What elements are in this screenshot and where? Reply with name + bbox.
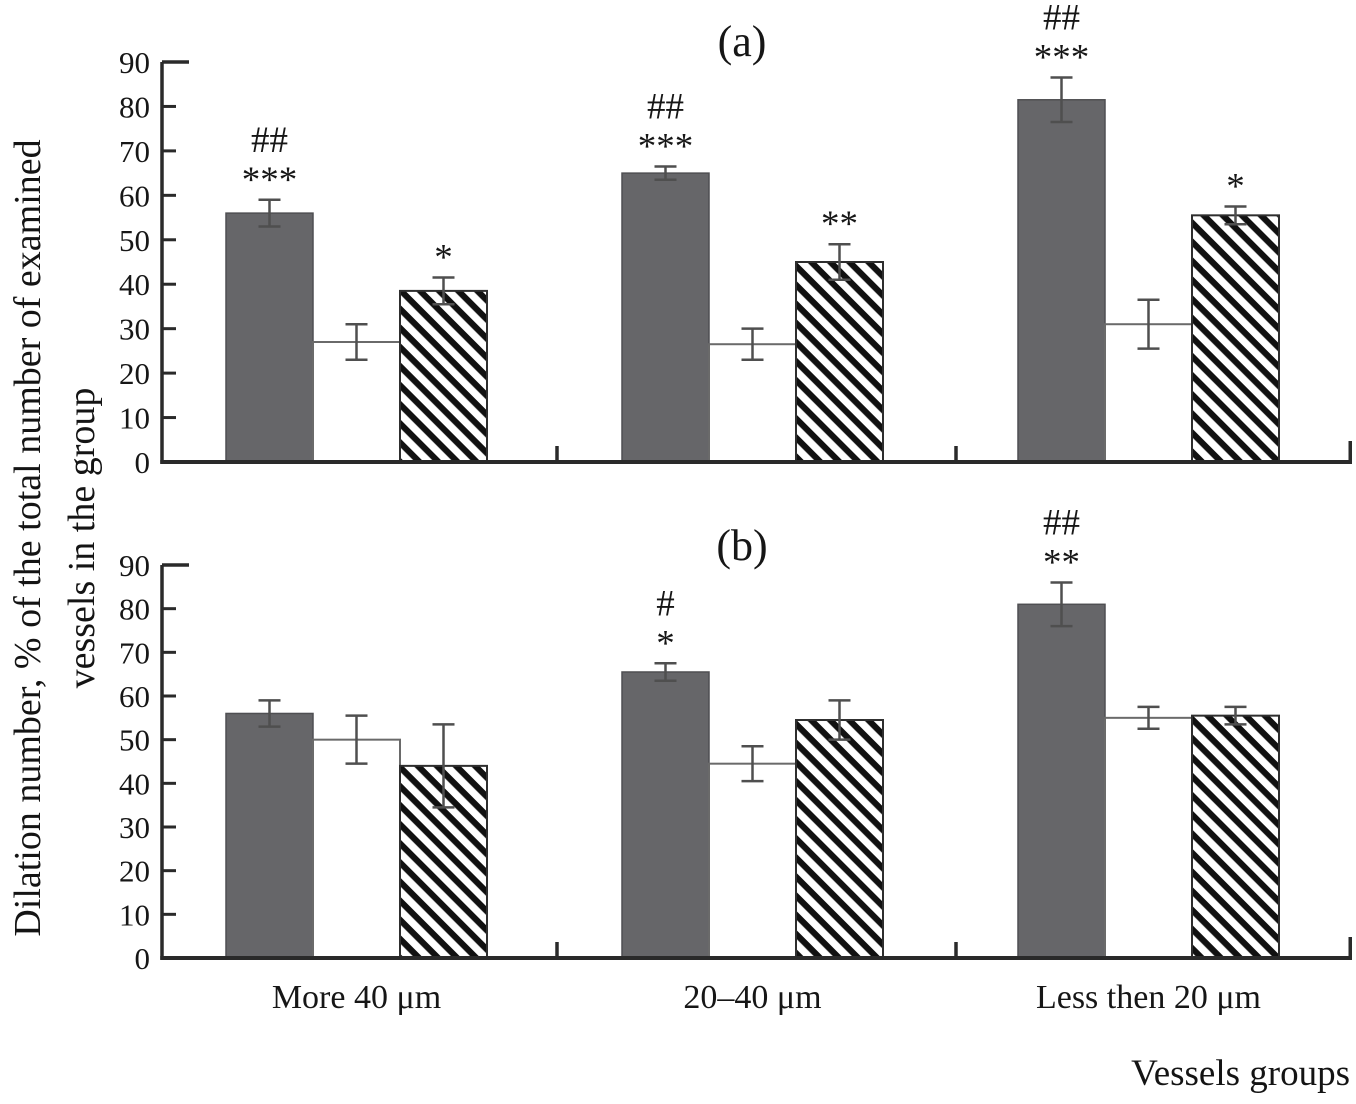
y-tick-label: 50 [119,222,150,258]
category-label: More 40 μm [271,979,442,1016]
bar-b-solid-gray-bar-0 [226,713,313,958]
bar-a-hatched-bar-2 [1192,215,1279,462]
sig-mark: ** [821,204,858,246]
sig-mark: ## [1043,502,1080,544]
bar-b-open-white-bar-2 [1105,718,1192,958]
y-tick-label: 50 [119,722,150,758]
y-tick-label: 10 [119,400,150,436]
bar-b-hatched-bar-1 [796,720,883,958]
sig-mark: # [656,583,675,625]
sig-mark: ** [1043,542,1080,584]
bar-a-open-white-bar-1 [709,344,796,462]
panel-title-a: (a) [717,17,767,66]
bar-a-solid-gray-bar-0 [226,213,313,462]
sig-mark: *** [1033,37,1090,79]
category-label: Less then 20 μm [1035,979,1262,1016]
bar-a-hatched-bar-1 [796,262,883,462]
sig-mark: *** [241,159,298,201]
y-tick-label: 70 [119,133,150,169]
bar-b-open-white-bar-0 [313,740,400,958]
bar-b-solid-gray-bar-2 [1018,604,1105,958]
y-tick-label: 80 [119,89,150,125]
sig-mark: * [434,237,453,279]
bar-a-solid-gray-bar-2 [1018,100,1105,462]
y-tick-label: 40 [119,766,150,802]
y-tick-label: 0 [134,445,150,480]
y-tick-label: 0 [134,941,150,976]
sig-mark: * [656,623,675,665]
panel-title-b: (b) [716,521,768,570]
sig-mark: * [1226,166,1245,208]
y-tick-label: 80 [119,591,150,627]
sig-mark: ## [1043,0,1080,39]
y-tick-label: 60 [119,679,150,714]
bar-a-solid-gray-bar-1 [622,173,709,462]
bar-b-open-white-bar-1 [709,764,796,958]
y-tick-label: 40 [119,267,150,303]
y-axis-label-line2: vessels in the group [61,387,103,689]
y-tick-label: 70 [119,635,150,671]
y-tick-label: 30 [119,311,150,347]
bar-a-hatched-bar-0 [400,291,487,462]
y-tick-label: 20 [119,853,150,889]
sig-mark: ## [251,119,288,161]
sig-mark: ## [647,86,684,128]
bar-b-solid-gray-bar-1 [622,672,709,958]
y-tick-label: 10 [119,897,150,933]
y-tick-label: 90 [119,45,150,80]
y-tick-label: 60 [119,178,150,214]
bar-b-hatched-bar-2 [1192,716,1279,958]
y-tick-label: 20 [119,356,150,392]
y-axis-label [1,3,113,1073]
x-axis-label: Vessels groups [1131,1053,1350,1094]
category-label: 20–40 μm [683,979,822,1016]
y-tick-label: 30 [119,810,150,845]
y-axis-label-line1: Dilation number, % of the total number of examined [7,139,49,937]
y-tick-label: 90 [119,548,150,583]
sig-mark: *** [637,126,694,168]
